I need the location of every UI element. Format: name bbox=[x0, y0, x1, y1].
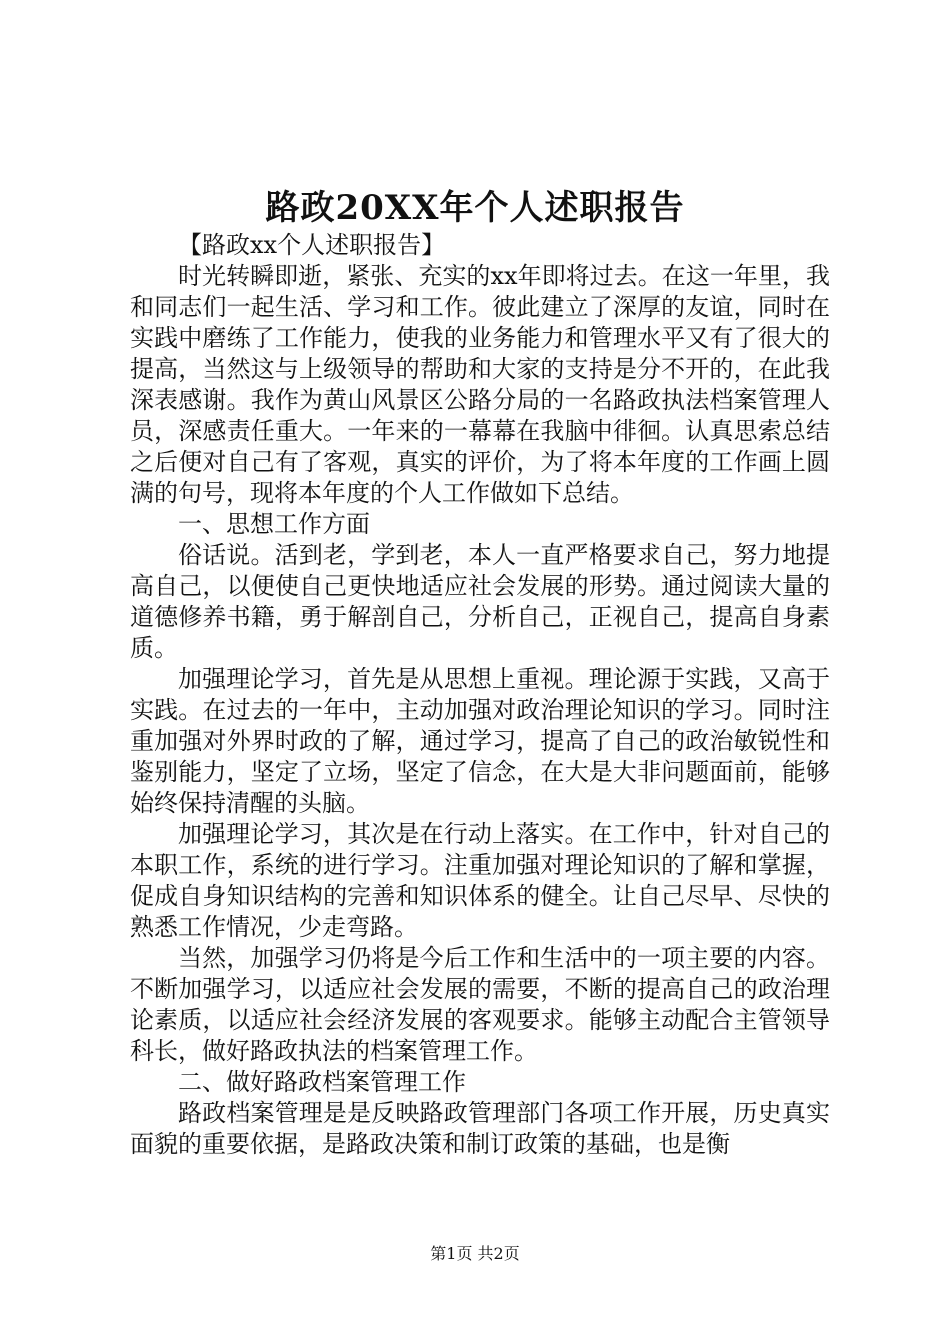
document-title: 路政20XX年个人述职报告 bbox=[265, 188, 685, 228]
paragraph-archives-1: 路政档案管理是是反映路政管理部门各项工作开展，历史真实面貌的重要依据，是路政决策和制订政策的基础，也是衡 bbox=[130, 1099, 830, 1158]
page-indicator: 第1页 共2页 bbox=[430, 1244, 520, 1263]
paragraph-ideology-2: 加强理论学习，首先是从思想上重视。理论源于实践，又高于实践。在过去的一年中，主动加强对政治理论知识的学习。同时注重加强对外界时政的了解，通过学习，提高了自己的政治敏锐性和鉴别能力，坚定了立场，坚定了信念，在大是大非问题面前，能够始终保持清醒的头脑。 bbox=[130, 665, 830, 817]
paragraph-intro: 时光转瞬即逝，紧张、充实的xx年即将过去。在这一年里，我和同志们一起生活、学习和工作。彼此建立了深厚的友谊，同时在实践中磨练了工作能力，使我的业务能力和管理水平又有了很大的提高，当然这与上级领导的帮助和大家的支持是分不开的，在此我深表感谢。我作为黄山风景区公路分局的一名路政执法档案管理人员，深感责任重大。一年来的一幕幕在我脑中徘徊。认真思索总结之后便对自己有了客观，真实的评价，为了将本年度的工作画上圆满的句号，现将本年度的个人工作做如下总结。 bbox=[130, 262, 830, 507]
page-footer bbox=[0, 1242, 950, 1266]
paragraph-ideology-3: 加强理论学习，其次是在行动上落实。在工作中，针对自己的本职工作，系统的进行学习。注重加强对理论知识的了解和掌握，促成自身知识结构的完善和知识体系的健全。让自己尽早、尽快的熟悉工作情况，少走弯路。 bbox=[130, 820, 830, 941]
section-heading-archives: 二、做好路政档案管理工作 bbox=[178, 1068, 466, 1096]
paragraph-ideology-4: 当然，加强学习仍将是今后工作和生活中的一项主要的内容。不断加强学习，以适应社会发展的需要，不断的提高自己的政治理论素质，以适应社会经济发展的客观要求。能够主动配合主管领导科长，做好路政执法的档案管理工作。 bbox=[130, 944, 830, 1065]
paragraph-heading-label: 【路政xx个人述职报告】 bbox=[178, 231, 446, 259]
document-body bbox=[130, 230, 830, 1160]
section-heading-ideology: 一、思想工作方面 bbox=[178, 510, 370, 538]
paragraph-ideology-1: 俗话说。活到老，学到老，本人一直严格要求自己，努力地提高自己，以便使自己更快地适应社会发展的形势。通过阅读大量的道德修养书籍，勇于解剖自己，分析自己，正视自己，提高自身素质。 bbox=[130, 541, 830, 662]
